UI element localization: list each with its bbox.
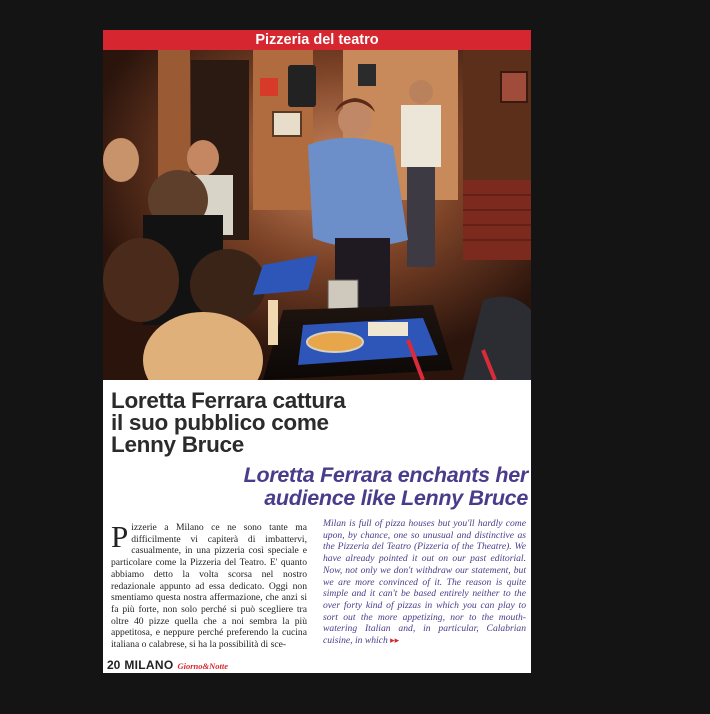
headline-italian <box>111 390 521 456</box>
page-footer <box>107 658 228 672</box>
magazine-logo: Giorno&Notte <box>177 661 229 671</box>
headline-english-line: Loretta Ferrara enchants her <box>243 463 528 487</box>
page-number: 20 <box>107 658 121 672</box>
performance-photo <box>103 50 531 380</box>
article-column-italian <box>111 519 307 651</box>
headline-italian-line: Lenny Bruce <box>111 432 244 457</box>
footer-city: MILANO <box>124 658 174 672</box>
headline-italian-line: Loretta Ferrara cattura <box>111 388 346 413</box>
headline-italian-line: il suo pubblico come <box>111 410 329 435</box>
article-column-english <box>323 518 526 648</box>
headline-english <box>133 464 528 510</box>
article-text-italian: izzerie a Milano ce ne sono tante ma difficilmente vi capiterà di imbattervi, casualmente, in una pizzeria così speciale e particolare come la Pizzeria del Teatro. E' quanto abbiamo detto la volta scorsa nel nostro redazionale appunto ad essa dedicato. Oggi non smentiamo questa nostra affermazione, che anzi si fa più forte, non solo perché si può scegliere tra oltre 40 pizze quella che a noi sembra la più appetitosa, e neppure perché preferendo la cucina italiana o calabrese, si ha la possibilità di sce- <box>111 522 307 651</box>
section-banner: Pizzeria del teatro <box>103 30 531 50</box>
continue-arrow-icon: ▸▸ <box>390 636 400 647</box>
headline-english-line: audience like Lenny Bruce <box>264 486 528 510</box>
photo-illustration <box>103 50 531 380</box>
drop-cap: P <box>111 519 129 554</box>
article-text-english: Milan is full of pizza houses but you'll hardly come upon, by chance, one so unusual and distinctive as the Pizzeria del Teatro (Pizzeria of the Theatre). We have already pointed it out on our past editorial. Now, not only we don't withdraw our statement, but we are more convinced of it. The reason is quite simple and it can't be based entirely neither to the over forty kind of pizzas in which you can play to sort out the more appetizing, nor to the mouth-watering Italian and, in particular, Calabrian cuisine, in which <box>323 518 526 647</box>
magazine-page <box>103 30 531 673</box>
